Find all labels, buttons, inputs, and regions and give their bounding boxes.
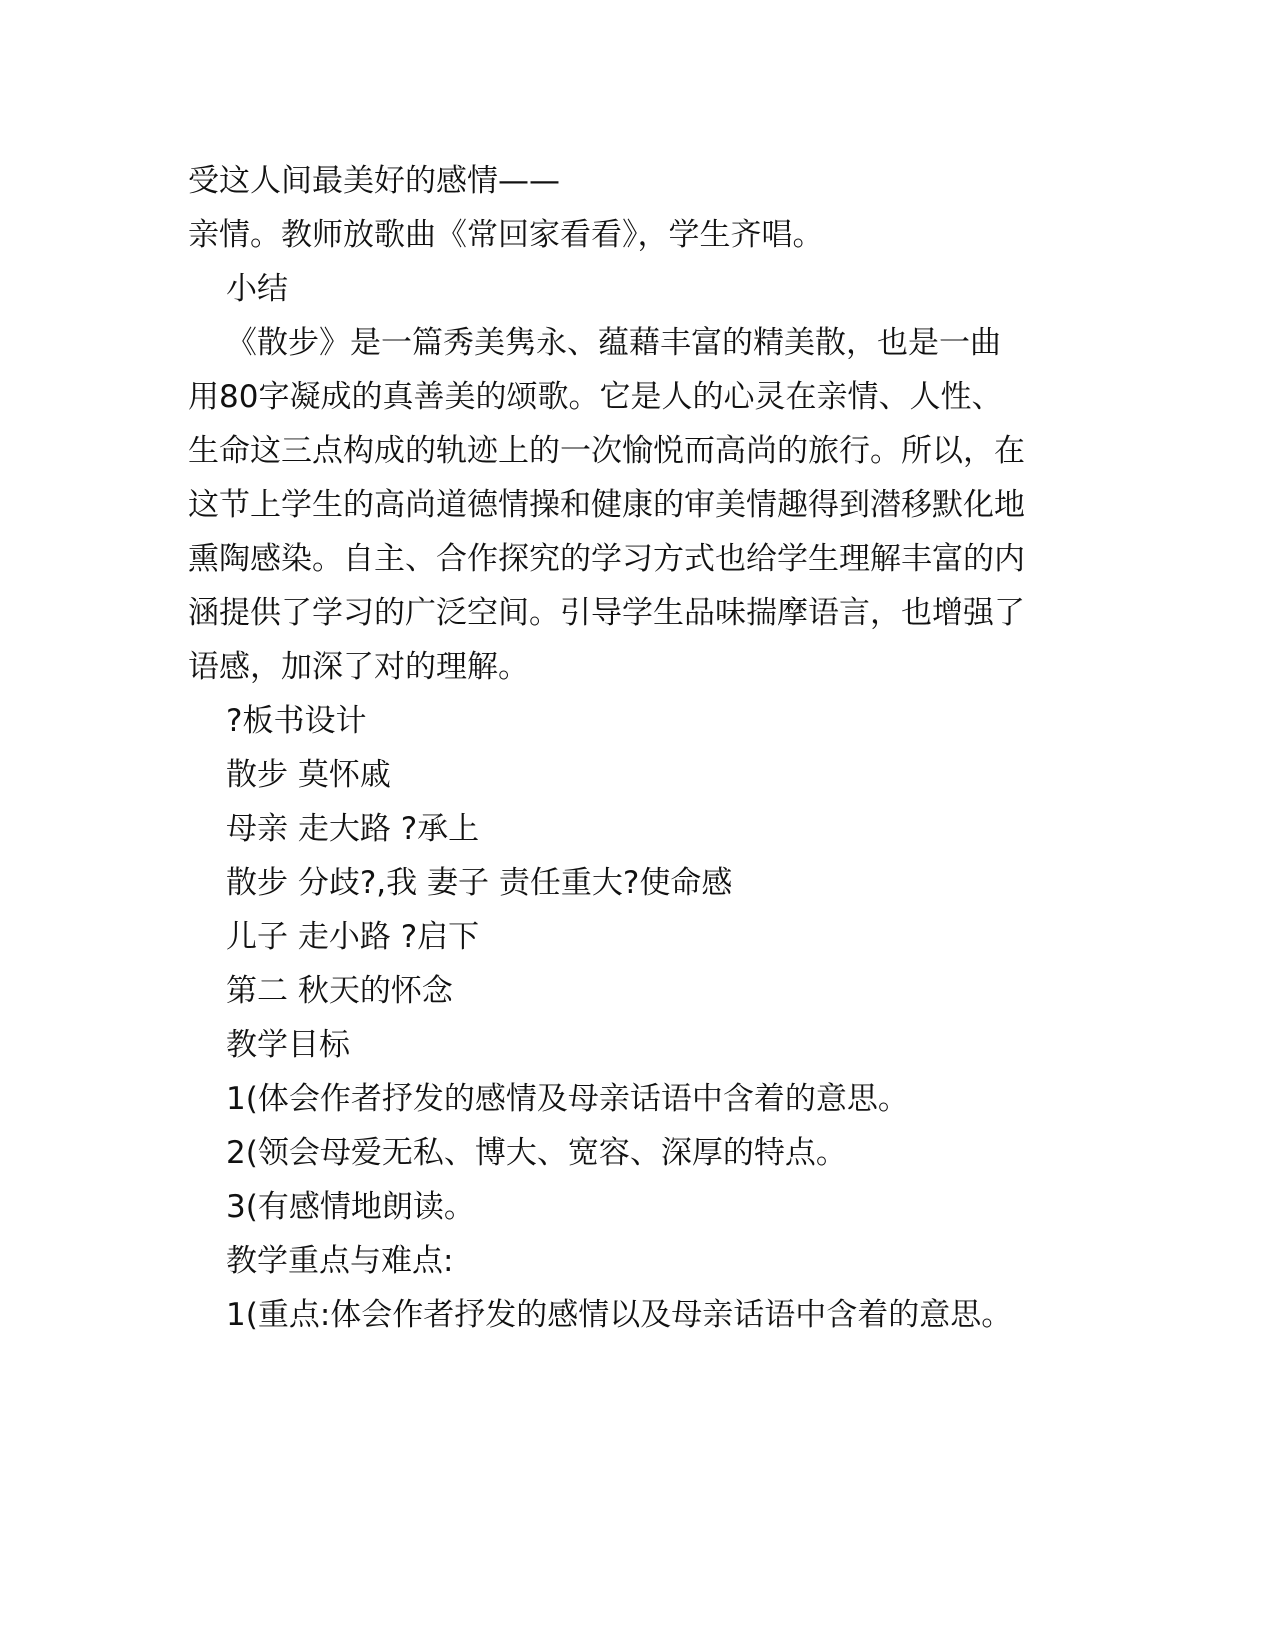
board-design-line: 散步 分歧?,我 妻子 责任重大?使命感 [226, 865, 733, 901]
section-heading: 教学目标 [226, 1027, 350, 1063]
list-item: 2(领会母爱无私、博大、宽容、深厚的特点。 [226, 1135, 847, 1171]
section-heading: 教学重点与难点: [226, 1243, 454, 1279]
text-line: 亲情。教师放歌曲《常回家看看》，学生齐唱。 [188, 217, 824, 253]
section-heading: ?板书设计 [226, 703, 367, 739]
paragraph-line: 涵提供了学习的广泛空间。引导学生品味揣摩语言，也增强了 [188, 595, 1025, 631]
board-design-line: 母亲 走大路 ?承上 [226, 811, 480, 847]
paragraph-line: 生命这三点构成的轨迹上的一次愉悦而高尚的旅行。所以，在 [188, 433, 1025, 469]
paragraph-line: 语感，加深了对的理解。 [188, 649, 529, 685]
lesson-title: 第二 秋天的怀念 [226, 973, 453, 1009]
list-item: 3(有感情地朗读。 [226, 1189, 475, 1225]
paragraph-line: 熏陶感染。自主、合作探究的学习方式也给学生理解丰富的内 [188, 541, 1025, 577]
list-item: 1(体会作者抒发的感情及母亲话语中含着的意思。 [226, 1081, 909, 1117]
board-design-line: 儿子 走小路 ?启下 [226, 919, 480, 955]
list-item: 1(重点:体会作者抒发的感情以及母亲话语中含着的意思。 [226, 1297, 1013, 1333]
paragraph-line: 这节上学生的高尚道德情操和健康的审美情趣得到潜移默化地 [188, 487, 1025, 523]
board-design-line: 散步 莫怀戚 [226, 757, 391, 793]
paragraph-line: 用80字凝成的真善美的颂歌。它是人的心灵在亲情、人性、 [188, 379, 1003, 415]
section-heading: 小结 [226, 271, 288, 307]
text-line: 受这人间最美好的感情—— [188, 163, 560, 199]
paragraph-line: 《散步》是一篇秀美隽永、蕴藉丰富的精美散，也是一曲 [226, 325, 1001, 361]
